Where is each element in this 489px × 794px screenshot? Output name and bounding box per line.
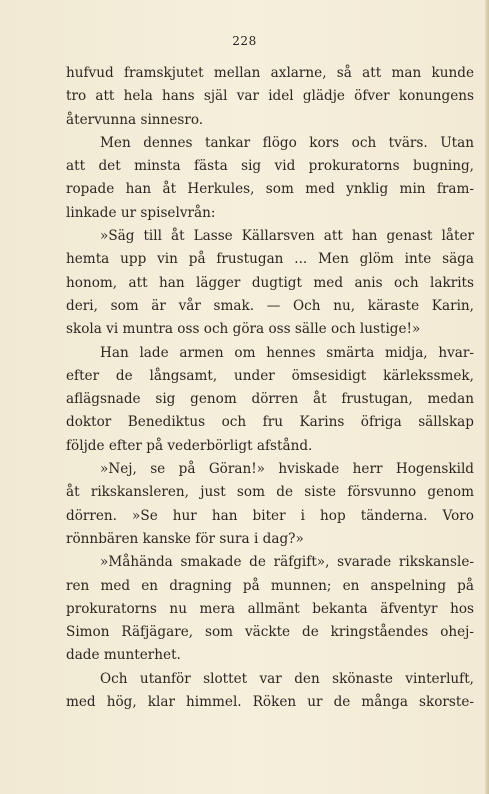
page-edge <box>485 0 489 794</box>
text-line: linkade ur spiselvrån: <box>66 204 216 221</box>
text-line: Han lade armen om hennes smärta midja, hvar- <box>100 344 474 361</box>
text-line: åt rikskansleren, just som de siste försvunno genom <box>66 484 474 501</box>
text-line: hufvud framskjutet mellan axlarne, så att man kunde <box>66 65 474 81</box>
text-line: »Säg till åt Lasse Källarsven att han genast låter <box>100 228 474 245</box>
text-line: »Måhända smakade de räfgift», svarade rikskansle- <box>100 554 474 571</box>
text-line: Simon Räfjägare, som väckte de kringståendes ohej- <box>66 624 474 641</box>
text-line: ropade han åt Herkules, som med ynklig min fram- <box>66 181 474 198</box>
body-text <box>66 62 474 714</box>
text-line: prokuratorns nu mera allmänt bekanta äfventyr hos <box>66 600 474 617</box>
text-line: rönnbären kanske för sura i dag?» <box>66 530 304 547</box>
text-line: efter de långsamt, under ömsesidigt kärlekssmek, <box>66 367 474 384</box>
text-line: Och utanför slottet var den skönaste vinterluft, <box>100 670 474 687</box>
text-line: tro att hela hans själ var idel glädje öfver konungens <box>66 88 474 105</box>
text-line: doktor Benediktus och fru Karins öfriga sällskap <box>66 414 474 431</box>
text-line: aflägsnade sig genom dörren åt frustugan, medan <box>66 391 474 408</box>
text-line: honom, att han lägger dugtigt med anis och lakrits <box>66 274 474 291</box>
page-number: 228 <box>232 34 257 48</box>
text-line: med hög, klar himmel. Röken ur de många skorste- <box>66 694 474 711</box>
text-line: dade munterhet. <box>66 647 181 664</box>
text-line: hemta upp vin på frustugan ... Men glöm inte säga <box>66 251 474 268</box>
text-line: att det minsta fästa sig vid prokuratorns bugning, <box>66 158 474 175</box>
text-line: deri, som är vår smak. — Och nu, käraste Karin, <box>66 297 474 314</box>
text-line: följde efter på vederbörligt afstånd. <box>66 437 313 454</box>
text-line: »Nej, se på Göran!» hviskade herr Hogenskild <box>100 461 474 478</box>
text-line: Men dennes tankar flögo kors och tvärs. Utan <box>100 134 474 151</box>
text-line: skola vi muntra oss och göra oss sälle och lustige!» <box>66 321 421 338</box>
text-line: ren med en dragning på munnen; en anspelning på <box>66 577 474 594</box>
text-line: dörren. »Se hur han biter i hop tänderna. Voro <box>66 507 474 524</box>
text-line: återvunna sinnesro. <box>66 111 204 128</box>
